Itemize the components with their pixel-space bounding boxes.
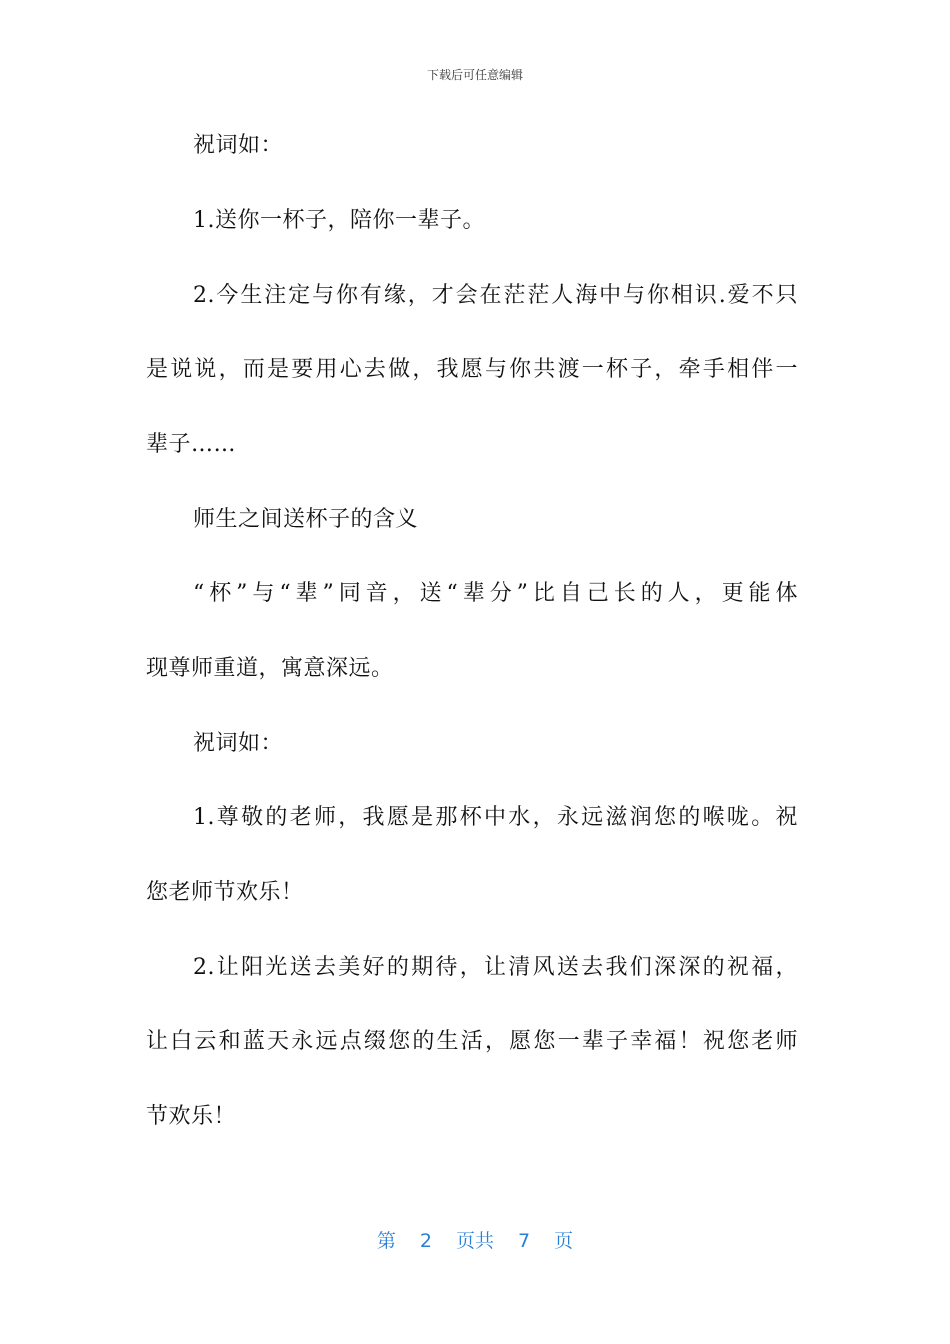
paragraph-line: 祝词如： xyxy=(193,133,284,158)
paragraph-line: 祝词如： xyxy=(193,731,284,756)
paragraph-line: 您老师节欢乐！ xyxy=(146,880,304,905)
paragraph-line: 是说说，而是要用心去做，我愿与你共渡一杯子，牵手相伴一 xyxy=(146,357,798,382)
paragraph-line: 辈子…… xyxy=(146,432,237,457)
paragraph-line: “杯”与“辈”同音，送“辈分”比自己长的人，更能体 xyxy=(193,581,798,606)
footer-suffix: 页 xyxy=(554,1230,574,1252)
section-heading: 师生之间送杯子的含义 xyxy=(193,507,419,532)
footer-prefix: 第 xyxy=(376,1230,396,1252)
paragraph-line: 1.送你一杯子，陪你一辈子。 xyxy=(193,208,485,233)
paragraph-line: 2.让阳光送去美好的期待，让清风送去我们深深的祝福， xyxy=(193,955,798,980)
paragraph-line: 2.今生注定与你有缘，才会在茫茫人海中与你相识.爱不只 xyxy=(193,283,798,308)
paragraph-line: 1.尊敬的老师，我愿是那杯中水，永远滋润您的喉咙。祝 xyxy=(193,805,798,830)
paragraph-line: 现尊师重道，寓意深远。 xyxy=(146,656,394,681)
total-page-count: 7 xyxy=(518,1230,531,1252)
paragraph-line: 让白云和蓝天永远点缀您的生活，愿您一辈子幸福！祝您老师 xyxy=(146,1029,798,1054)
footer-middle: 页共 xyxy=(455,1230,494,1252)
page-footer xyxy=(0,1226,950,1253)
current-page-number: 2 xyxy=(419,1230,432,1252)
page-header: 下载后可任意编辑 xyxy=(426,68,523,82)
paragraph-line: 节欢乐！ xyxy=(146,1104,237,1129)
